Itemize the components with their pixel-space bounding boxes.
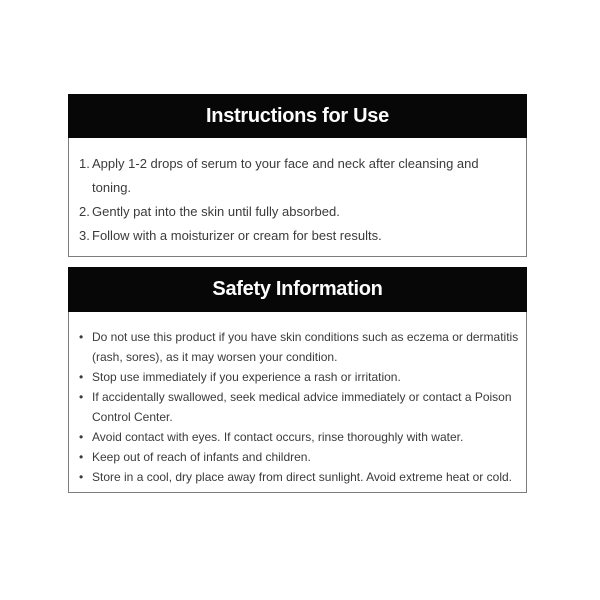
- safety-item-text: If accidentally swallowed, seek medical advice immediately or contact a Poison Control Center.: [92, 390, 512, 424]
- instructions-body: [68, 138, 527, 257]
- safety-body: [68, 312, 527, 493]
- safety-item-text: Store in a cool, dry place away from direct sunlight. Avoid extreme heat or cold.: [92, 470, 512, 484]
- instructions-section: [68, 94, 527, 257]
- safety-title: Safety Information: [212, 278, 383, 300]
- bullet-icon: •: [79, 450, 84, 464]
- instructions-item: [79, 200, 520, 224]
- safety-section: [68, 267, 527, 493]
- instructions-item-text: Gently pat into the skin until fully absorbed.: [92, 204, 340, 219]
- instructions-header: [68, 94, 527, 138]
- item-number: 1.: [79, 156, 90, 171]
- section-divider-gap: [68, 257, 527, 267]
- instructions-item-text: Apply 1-2 drops of serum to your face and neck after cleansing and toning.: [92, 156, 479, 195]
- instructions-item: [79, 224, 520, 248]
- safety-item-text: Keep out of reach of infants and children.: [92, 450, 311, 464]
- instructions-title: Instructions for Use: [206, 105, 389, 127]
- safety-item: [79, 447, 520, 467]
- safety-item-text: Do not use this product if you have skin conditions such as eczema or dermatitis (rash, sores), as it may worsen your condition.: [92, 330, 519, 364]
- safety-item-text: Avoid contact with eyes. If contact occurs, rinse thoroughly with water.: [92, 430, 464, 444]
- bullet-icon: •: [79, 390, 84, 404]
- label-content: [68, 94, 527, 493]
- instructions-item-text: Follow with a moisturizer or cream for best results.: [92, 228, 382, 243]
- bullet-icon: •: [79, 430, 84, 444]
- safety-item-text: Stop use immediately if you experience a rash or irritation.: [92, 370, 401, 384]
- bullet-icon: •: [79, 470, 84, 484]
- safety-item: [79, 427, 520, 447]
- safety-header: [68, 267, 527, 312]
- bullet-icon: •: [79, 330, 84, 344]
- instructions-item: [79, 152, 520, 200]
- safety-list: [79, 327, 520, 487]
- item-number: 2.: [79, 204, 90, 219]
- instructions-list: [79, 152, 520, 248]
- safety-item: [79, 387, 520, 427]
- item-number: 3.: [79, 228, 90, 243]
- safety-item: [79, 327, 520, 367]
- bullet-icon: •: [79, 370, 84, 384]
- safety-item: [79, 467, 520, 487]
- safety-item: [79, 367, 520, 387]
